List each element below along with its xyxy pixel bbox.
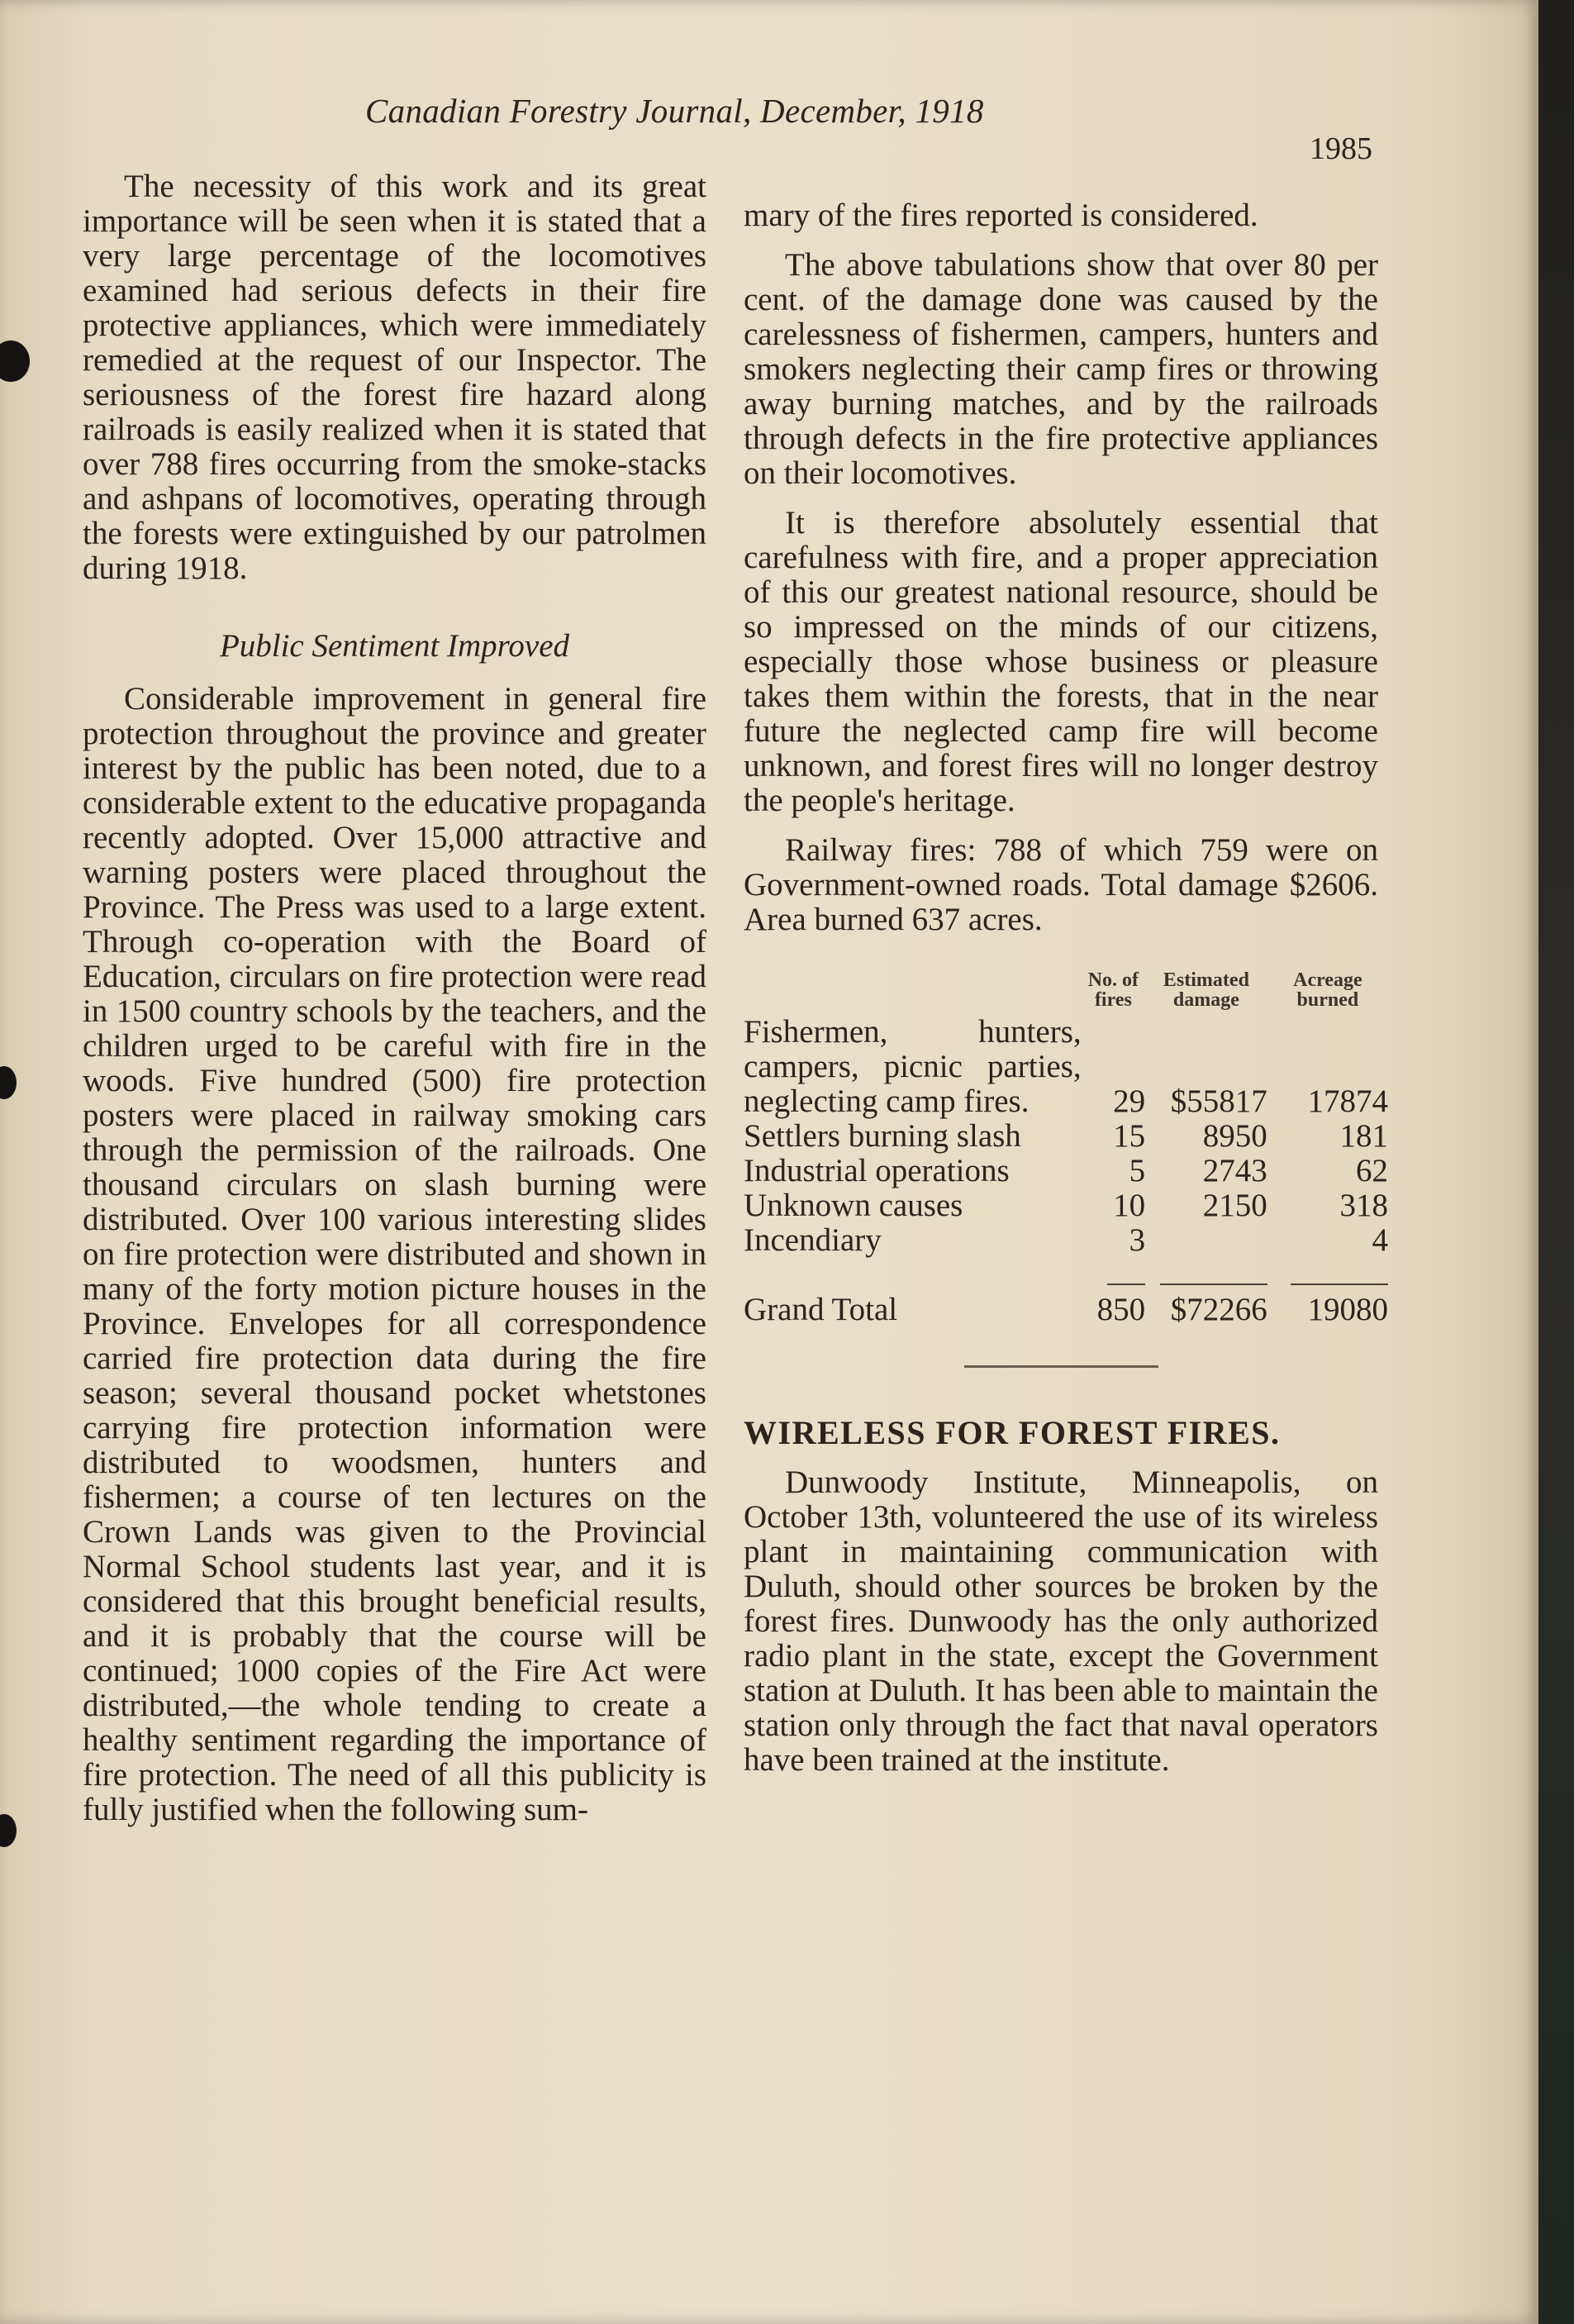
- acreage-cell: 62: [1356, 1153, 1388, 1188]
- column-header-damage: Estimated damage: [1163, 969, 1249, 1011]
- column-header-acreage: Acreage burned: [1293, 969, 1362, 1011]
- total-damage: $72266: [1170, 1292, 1267, 1327]
- paragraph: Considerable improvement in general fire protection throughout the province and greater interest by the public has been noted, due to a considerable extent to the educative propaganda recently adopted. Over 15,000 attractive and warning posters were placed throughout the Province. The Press was used to a large extent. Through co-operation with the Board of Education, circulars on fire protection were read in 1500 country schools by the teachers, and the children urged to be careful with fire in the woods. Five hundred (500) fire protection posters were placed in railway smoking cars through the permission of the railroads. One thousand circulars on slash burning were distributed. Over 100 various interesting slides on fire protection were distributed and shown in many of the forty motion picture houses in the Province. Envelopes for all correspondence carried fire protection data during the fire season; several thousand pocket whetstones carrying fire protection information were distributed to woodsmen, hunters and fishermen; a course of ten lectures on the Crown Lands was given to the Provincial Normal School students last year, and it is considered that this brought beneficial results, and it is probably that the course will be continued; 1000 copies of the Fire Act were distributed,—the whole tending to create a healthy sentiment regarding the importance of fire protection. The need of all this publicity is fully justified when the following sum-: [83, 681, 706, 1827]
- paragraph: The necessity of this work and its great importance will be seen when it is stated that a very large percentage of the locomotives examined had serious defects in their fire protective appliances, which were immediately remedied at the request of our Inspector. The seriousness of the forest fire hazard along railroads is easily realized when it is stated that over 788 fires occurring from the smoke-stacks and ashpans of locomotives, operating through the forests were extinguished by our patrolmen during 1918.: [83, 169, 706, 586]
- cause-cell: Unknown causes: [744, 1188, 963, 1223]
- section-heading: Public Sentiment Improved: [219, 628, 570, 664]
- paragraph: It is therefore absolutely essential that carefulness with fire, and a proper appreciation of this our greatest national resource, should be so impressed on the minds of our citizens, especially those whose business or pleasure takes them within the forests, that in the near future the neglected camp fire will become unknown, and forest fires will no longer destroy the people's heritage.: [744, 505, 1378, 818]
- table-row: [744, 1119, 1388, 1154]
- fires-cell: 3: [1129, 1222, 1146, 1258]
- fires-table: [744, 970, 1388, 1327]
- damage-cell: 8950: [1202, 1118, 1267, 1154]
- right-column: [744, 198, 1388, 1778]
- fires-cell: 5: [1129, 1153, 1146, 1188]
- fires-cell: 29: [1113, 1083, 1146, 1119]
- table-header-row: [744, 970, 1388, 1015]
- section-divider: [964, 1365, 1158, 1368]
- binding-hole: [0, 341, 30, 382]
- background-edge: [1538, 0, 1574, 2324]
- damage-cell: [1145, 1223, 1267, 1258]
- left-column: [83, 169, 706, 1827]
- total-row: [744, 1293, 1388, 1327]
- paragraph: mary of the fires reported is considered.: [744, 198, 1258, 233]
- total-fires: 850: [1096, 1292, 1146, 1327]
- damage-cell: $55817: [1170, 1083, 1267, 1119]
- acreage-cell: 181: [1339, 1118, 1388, 1154]
- table-row: [744, 1223, 1388, 1258]
- total-acreage: 19080: [1307, 1292, 1388, 1327]
- cause-cell: Fishermen, hunters, campers, picnic parties, neglecting camp fires.: [744, 1014, 1082, 1119]
- total-label: Grand Total: [744, 1292, 898, 1327]
- sum-rule: [1291, 1283, 1388, 1285]
- paragraph: Railway fires: 788 of which 759 were on Government-owned roads. Total damage $2606. Area burned 637 acres.: [744, 832, 1378, 937]
- table-row: [744, 1188, 1388, 1223]
- column-header-fires: No. of fires: [1087, 969, 1139, 1011]
- table-row: [744, 1015, 1388, 1119]
- cause-cell: Settlers burning slash: [744, 1118, 1021, 1154]
- fires-cell: 10: [1113, 1188, 1146, 1223]
- binding-hole: [0, 1814, 17, 1847]
- sum-rule: [1160, 1283, 1267, 1285]
- acreage-cell: 17874: [1307, 1083, 1388, 1119]
- article-heading: WIRELESS FOR FOREST FIRES.: [744, 1414, 1281, 1451]
- paragraph: The above tabulations show that over 80 per cent. of the damage done was caused by the carelessness of fishermen, campers, hunters and smokers neglecting their camp fires or throwing away burning matches, and by the railroads through defects in the fire protective appliances on their locomotives.: [744, 247, 1378, 491]
- binding-hole: [0, 1066, 17, 1099]
- page-number: 1985: [1310, 131, 1372, 166]
- damage-cell: 2150: [1202, 1188, 1267, 1223]
- running-header-title: Canadian Forestry Journal, December, 1918: [365, 92, 984, 130]
- cause-cell: Incendiary: [744, 1222, 882, 1258]
- fires-cell: 15: [1113, 1118, 1146, 1154]
- sum-rule: [1107, 1283, 1145, 1285]
- cause-cell: Industrial operations: [744, 1153, 1010, 1188]
- acreage-cell: 4: [1372, 1222, 1388, 1258]
- damage-cell: 2743: [1202, 1153, 1267, 1188]
- table-row: [744, 1154, 1388, 1188]
- acreage-cell: 318: [1339, 1188, 1388, 1223]
- paragraph: Dunwoody Institute, Minneapolis, on October 13th, volunteered the use of its wireless plant in maintaining communication with Duluth, should other sources be broken by the forest fires. Dunwoody has the only authorized radio plant in the state, except the Government station at Duluth. It has been able to maintain the station only through the fact that naval operators have been trained at the institute.: [744, 1464, 1378, 1778]
- total-rule-row: [744, 1258, 1388, 1293]
